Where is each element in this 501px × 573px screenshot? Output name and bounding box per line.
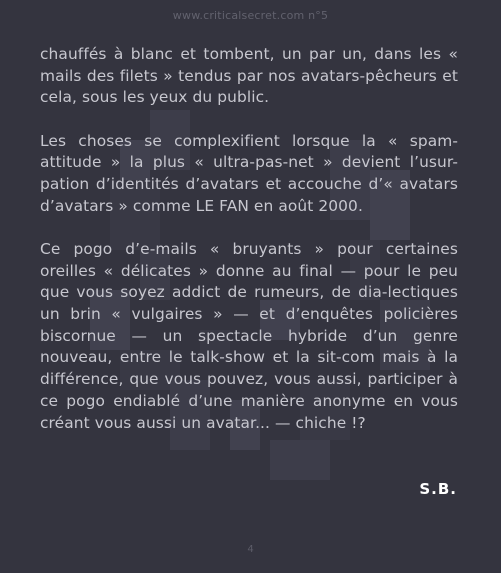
paragraph-3: Ce pogo d’e-mails « bruyants » pour certaines oreilles « délicates » donne au final — pour le peu que vous soyez addict de rumeurs, de dia-lectiques un brin « vulgaires » — et d’enquêtes policières biscornue — un spectacle hybride d’un genre nouveau, entre le talk-show et la sit-com mais à la différence, que vous pouvez, vous aussi, participer à ce pogo endiablé d’une manière anonyme en vous créant vous aussi un avatar... — chiche !? bbox=[40, 239, 458, 432]
site-header: www.criticalsecret.com n°5 bbox=[172, 9, 329, 22]
paragraph-2: Les choses se complexifient lorsque la « spam-attitude » la plus « ultra-pas-net » devient l’usur-pation d’identités d’avatars et accouche d’« avatars d’avatars » comme LE FAN en août 2000. bbox=[40, 131, 458, 215]
article-body bbox=[40, 44, 458, 456]
page-number: 4 bbox=[247, 544, 254, 555]
author-signature: S.B. bbox=[419, 480, 457, 498]
paragraph-1: chauffés à blanc et tombent, un par un, dans les « mails des filets » tendus par nos avatars-pêcheurs et cela, sous les yeux du public. bbox=[40, 45, 458, 107]
